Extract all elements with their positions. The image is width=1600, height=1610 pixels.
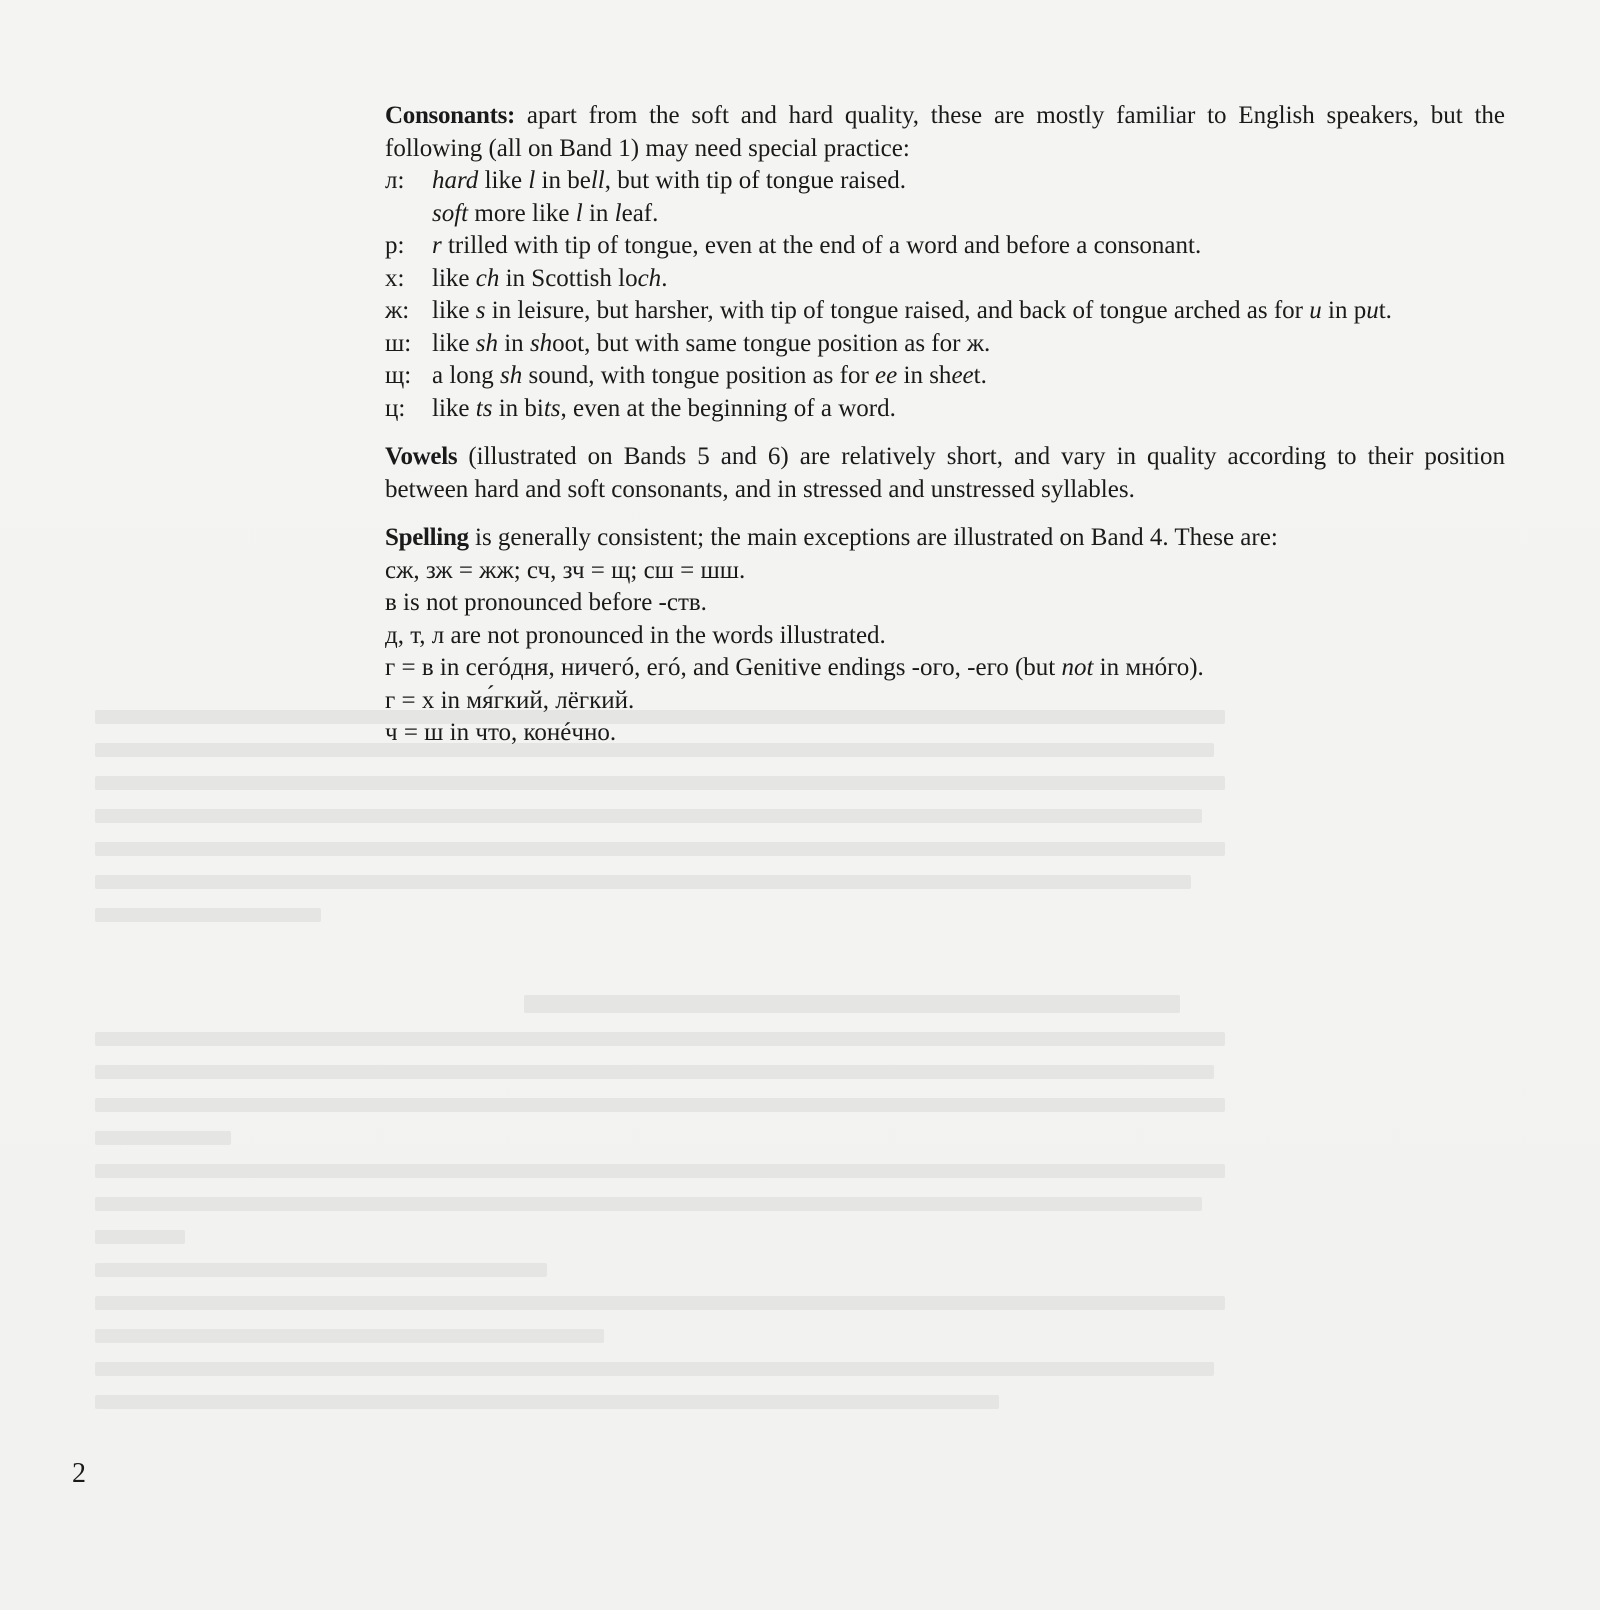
spelling-rule: г = в in сегóдня, ничегó, егó, and Genitive endings -ого, -его (but not in мнóго). [385, 654, 1204, 681]
consonants-heading: Consonants: [385, 102, 516, 129]
page-number: 2 [72, 1458, 86, 1489]
spelling-heading: Spelling [385, 524, 469, 551]
vowels-paragraph [385, 441, 1505, 506]
spelling-rule: д, т, л are not pronounced in the words illustrated. [385, 621, 886, 649]
spelling-rule: в is not pronounced before -ств. [385, 589, 707, 616]
vowels-heading: Vowels [385, 443, 458, 470]
spacer [385, 425, 1505, 441]
spacer [385, 506, 1505, 522]
spelling-text: is generally consistent; the main exceptions are illustrated on Band 4. These are: [468, 524, 1278, 551]
consonant-kh: х: like ch in Scottish loch. [385, 263, 1505, 296]
pronunciation-notes [385, 100, 1505, 750]
consonant-shch: щ: a long sh sound, with tongue position as for ee in sheet. [385, 360, 1505, 393]
consonants-intro-text: apart from the soft and hard quality, these are mostly familiar to English speakers, but the following (all on Band 1) may need special practice: [385, 102, 1505, 162]
consonants-intro [385, 100, 1505, 165]
spelling-rule: г = х in мя́гкий, лёгкий. [385, 686, 635, 714]
consonant-label: ш: [385, 329, 412, 357]
consonant-ts: ц: like ts in bits, even at the beginning of a word. [385, 393, 1505, 426]
spelling-rule: сж, зж = жж; сч, зч = щ; сш = шш. [385, 556, 746, 584]
soft-term: soft [432, 199, 469, 227]
show-through-text [95, 710, 1225, 1500]
spelling-paragraph [385, 522, 1505, 555]
consonant-r: р: r trilled with tip of tongue, even at the end of a word and before a consonant. [385, 230, 1505, 263]
vowels-text: (illustrated on Bands 5 and 6) are relatively short, and vary in quality according to their position between hard and soft consonants, and in stressed and unstressed syllables. [385, 443, 1505, 503]
consonant-label: щ: [385, 362, 412, 389]
consonant-label: х: [385, 264, 405, 292]
consonant-zh: ж: like s in leisure, but harsher, with tip of tongue raised, and back of tongue arched as for u in put. [385, 295, 1505, 328]
consonant-l: л: hard like l in bell, but with tip of tongue raised. [385, 165, 1505, 198]
consonant-label: ж: [385, 297, 410, 324]
consonant-sh: ш: like sh in shoot, but with same tongue position as for ж. [385, 328, 1505, 361]
consonant-label: ц: [385, 394, 406, 422]
consonant-l-soft: soft more like l in leaf. [432, 199, 659, 227]
hard-term: hard [432, 167, 479, 194]
consonant-label: р: [385, 232, 405, 259]
spelling-rule: ч = ш in что, конéчно. [385, 719, 617, 746]
consonant-label: л: [385, 167, 405, 194]
